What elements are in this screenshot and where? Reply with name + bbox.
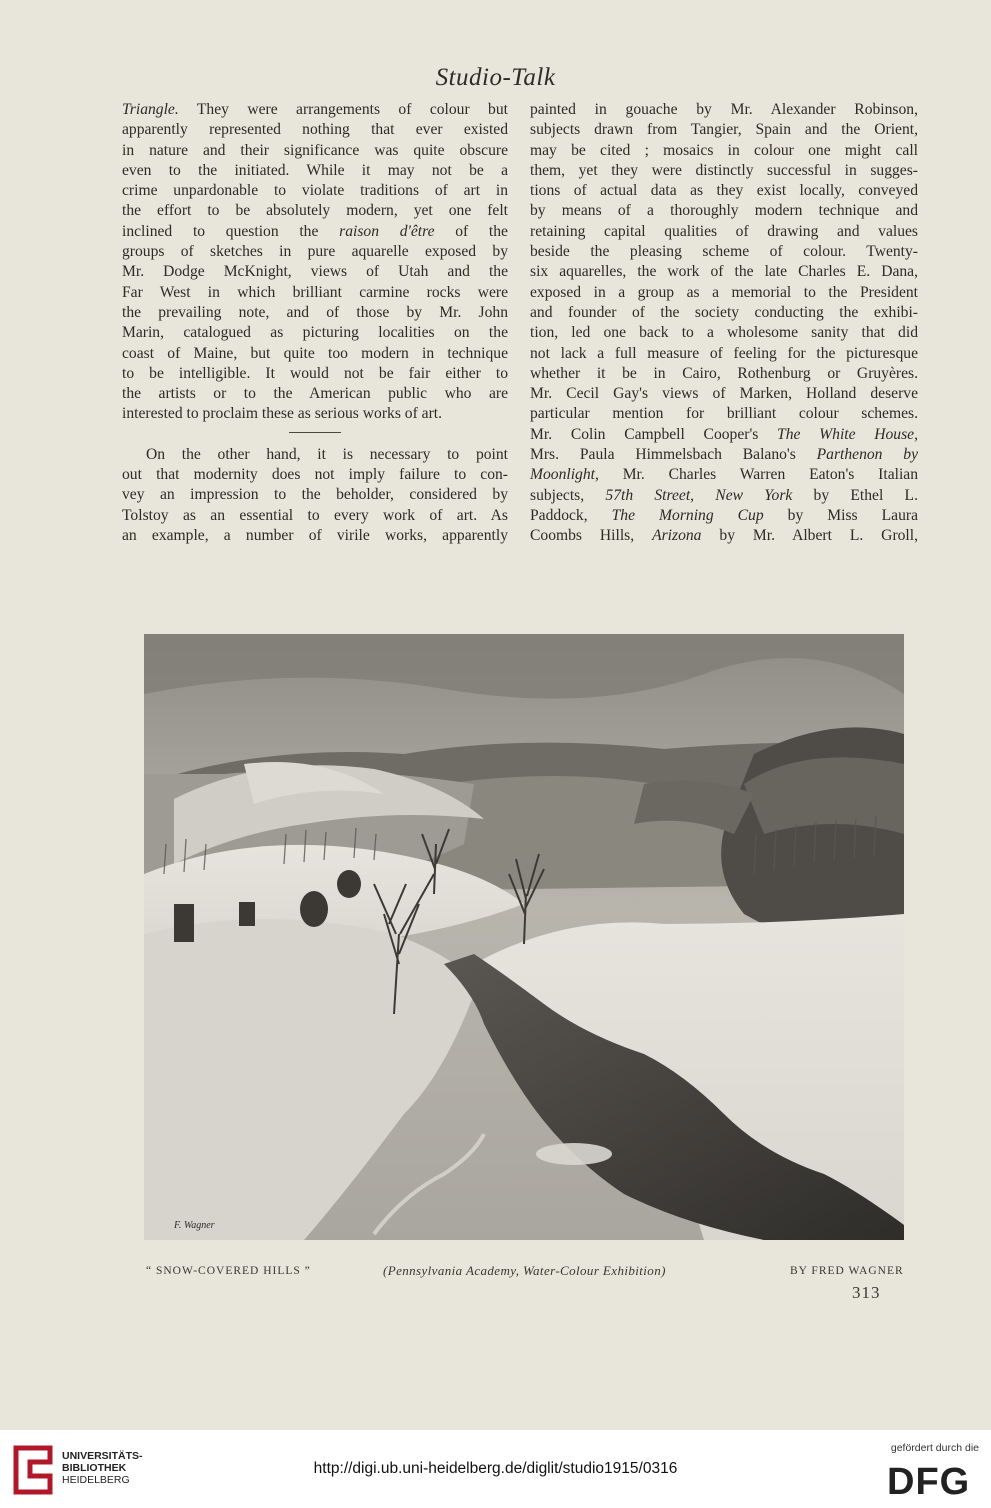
right-column xyxy=(530,100,918,547)
text-line: to be intelligible. It would not be fair either to xyxy=(122,364,508,382)
text-line: the effort to be absolutely modern, yet one felt xyxy=(122,202,508,220)
text-line: out that modernity does not imply failure to con- xyxy=(122,466,508,484)
page-number: 313 xyxy=(852,1283,881,1302)
text-line: Mr. Cecil Gay's views of Marken, Holland deserve xyxy=(530,385,918,403)
painting-signature: F. Wagner xyxy=(174,1220,215,1231)
text-line: whether it be in Cairo, Rothenburg or Gruyères. xyxy=(530,364,918,382)
text-line: not lack a full measure of feeling for the picturesque xyxy=(530,344,918,362)
text-line: Mr. Dodge McKnight, views of Utah and the xyxy=(122,263,508,281)
text-line: subjects, 57th Street, New York by Ethel L. xyxy=(530,486,918,504)
text-line: the prevailing note, and of those by Mr. John xyxy=(122,303,508,321)
source-url-link[interactable]: http://digi.ub.uni-heidelberg.de/diglit/studio1915/0316 xyxy=(313,1460,678,1477)
section-divider xyxy=(289,432,341,433)
italic-title-triangle: Triangle. xyxy=(122,101,179,118)
text-line: exposed in a group as a memorial to the President xyxy=(530,283,918,301)
text-line: them, yet they were distinctly successful in sugges- xyxy=(530,161,918,179)
text-line: inclined to question the raison d'être of the xyxy=(122,222,508,240)
text-line: beside the pleasing scheme of colour. Twenty- xyxy=(530,243,918,261)
text-line: painted in gouache by Mr. Alexander Robinson, xyxy=(530,101,918,118)
text-line: by means of a thoroughly modern technique and xyxy=(530,202,918,220)
text-line: Marin, catalogued as picturing localities on the xyxy=(122,324,508,342)
text-line: six aquarelles, the work of the late Charles E. Dana, xyxy=(530,263,918,281)
text-line: Far West in which brilliant carmine rocks were xyxy=(122,283,508,301)
plate-caption-source: (Pennsylvania Academy, Water-Colour Exhibition) xyxy=(383,1263,666,1278)
dfg-logo-text: DFG xyxy=(887,1461,971,1500)
text-line: tion, led one back to a wholesome sanity that did xyxy=(530,324,918,342)
text-line: interested to proclaim these as serious works of art. xyxy=(122,405,443,423)
text-line: apparently represented nothing that ever existed xyxy=(122,121,508,139)
text-line: groups of sketches in pure aquarelle exposed by xyxy=(122,243,508,261)
running-head: Studio-Talk xyxy=(435,64,556,91)
painting-plate-snow-covered-hills xyxy=(144,634,904,1240)
text-line: particular mention for brilliant colour schemes. xyxy=(530,405,918,423)
text-line: Mrs. Paula Himmelsbach Balano's Parthenon by xyxy=(530,446,918,464)
text-line: vey an impression to the beholder, considered by xyxy=(122,486,508,504)
text-line: the artists or to the American public who are xyxy=(122,385,508,403)
text-line: Moonlight, Mr. Charles Warren Eaton's Italian xyxy=(530,466,918,484)
text-line: Mr. Colin Campbell Cooper's The White House, xyxy=(530,425,918,443)
plate-caption-artist: BY FRED WAGNER xyxy=(790,1265,904,1277)
text-line: crime unpardonable to violate traditions of art in xyxy=(122,182,508,200)
text-line: Paddock, The Morning Cup by Miss Laura xyxy=(530,506,918,524)
text-line: and founder of the society conducting the exhibi- xyxy=(530,303,918,321)
text-line: Coombs Hills, Arizona by Mr. Albert L. Groll, xyxy=(530,527,918,545)
text-line: may be cited ; mosaics in colour one might call xyxy=(530,141,918,159)
left-column xyxy=(122,100,508,546)
text-line: tions of actual data as they exist locally, conveyed xyxy=(530,182,918,200)
library-name-line3: HEIDELBERG xyxy=(62,1474,130,1486)
digitization-footer xyxy=(0,1430,991,1508)
painting-illustration xyxy=(144,634,904,1240)
text-line: in nature and their significance was quite obscure xyxy=(122,141,508,159)
library-name-line1: UNIVERSITÄTS- xyxy=(62,1450,143,1462)
library-name-line2: BIBLIOTHEK xyxy=(62,1462,127,1474)
text-line: Triangle. They were arrangements of colour but xyxy=(122,101,508,118)
text-line: coast of Maine, but quite too modern in technique xyxy=(122,344,508,362)
text-line: Tolstoy as an essential to every work of art. As xyxy=(122,506,508,524)
plate-caption-title: “ SNOW-COVERED HILLS ” xyxy=(146,1265,311,1277)
text-line: even to the initiated. While it may not be a xyxy=(122,161,508,179)
funding-note: gefördert durch die xyxy=(890,1442,979,1454)
dfg-logo-icon xyxy=(885,1460,977,1500)
text-line: subjects drawn from Tangier, Spain and the Orient, xyxy=(530,121,918,139)
text-line: On the other hand, it is necessary to point xyxy=(146,445,508,463)
text-line: an example, a number of virile works, apparently xyxy=(122,526,508,544)
text-line: retaining capital qualities of drawing and values xyxy=(530,222,918,240)
